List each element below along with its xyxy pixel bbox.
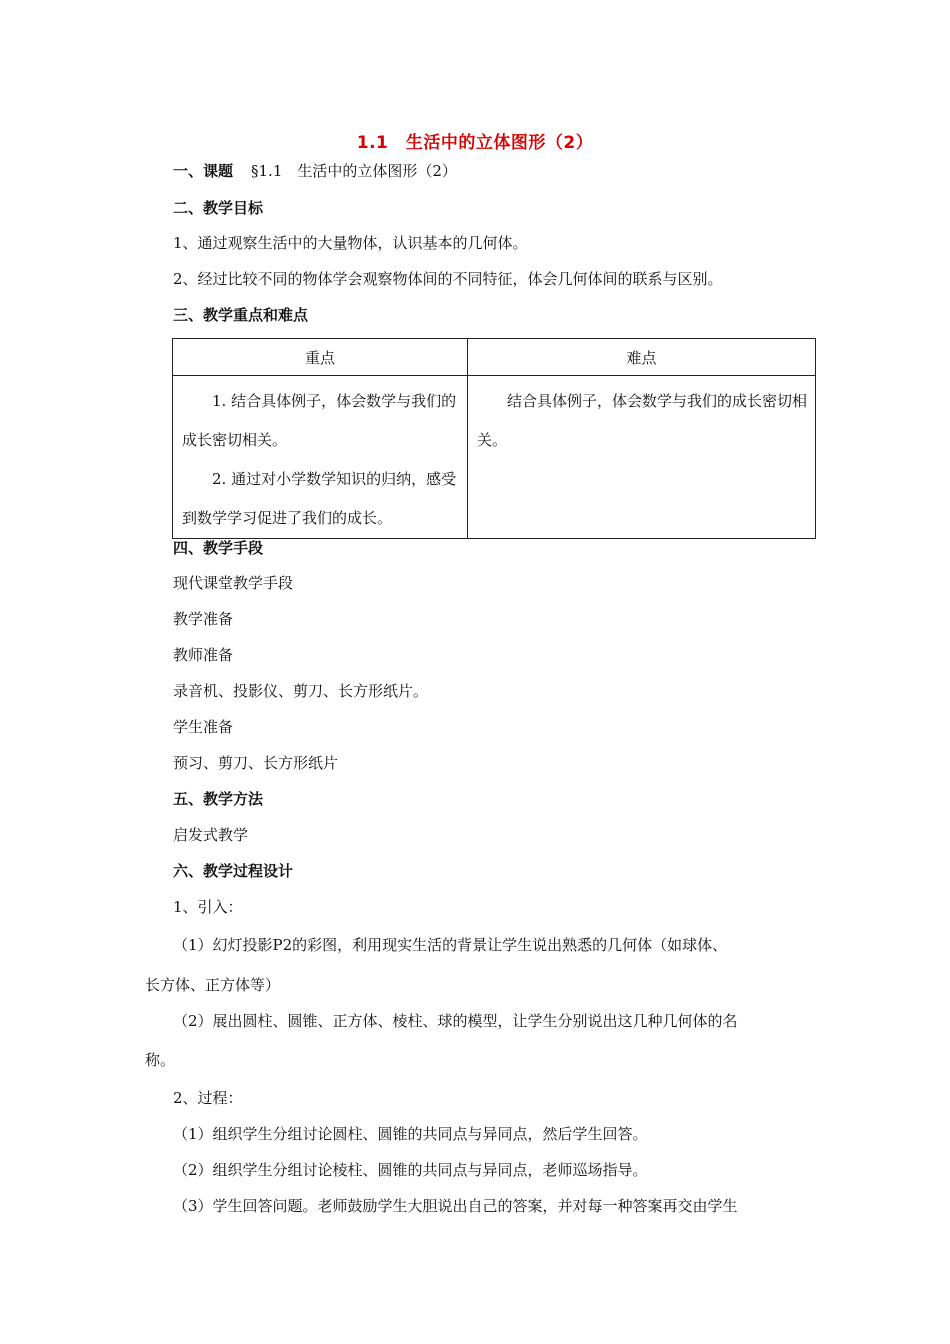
key-point-item: 1. 结合具体例子，体会数学与我们的成长密切相关。 (182, 392, 457, 449)
key-point-item: 2. 通过对小学数学知识的归纳，感受到数学学习促进了我们的成长。 (182, 470, 457, 527)
section-topic-text: §1.1 生活中的立体图形（2） (251, 162, 457, 180)
table-header-row (173, 339, 816, 376)
means-line: 教师准备 (173, 646, 234, 664)
process-item-3: （3）学生回答问题。老师鼓励学生大胆说出自己的答案，并对每一种答案再交由学生 (173, 1197, 738, 1215)
intro-item-2: （2）展出圆柱、圆锥、正方体、棱柱、球的模型，让学生分别说出这几种几何体的名 (173, 1012, 738, 1030)
means-line: 教学准备 (173, 610, 234, 628)
intro-item-1-cont: 长方体、正方体等） (145, 976, 281, 994)
means-line: 预习、剪刀、长方形纸片 (173, 754, 339, 772)
keypoints-table (172, 338, 816, 539)
section-topic (173, 161, 457, 181)
objective-item: 2、经过比较不同的物体学会观察物体间的不同特征，体会几何体间的联系与区别。 (173, 270, 723, 288)
document-title: 1.1 生活中的立体图形（2） (356, 133, 594, 153)
section-means-heading: 四、教学手段 (173, 539, 264, 557)
table-cell-key (173, 376, 468, 539)
section-keypoints-heading: 三、教学重点和难点 (173, 306, 309, 324)
intro-item-1: （1）幻灯投影P2的彩图，利用现实生活的背景让学生说出熟悉的几何体（如球体、 (173, 936, 728, 954)
section-method-heading: 五、教学方法 (173, 790, 264, 808)
section-objectives-heading: 二、教学目标 (173, 199, 264, 217)
means-line: 录音机、投影仪、剪刀、长方形纸片。 (173, 682, 429, 700)
table-header-key: 重点 (173, 339, 468, 376)
process-label: 2、过程： (173, 1089, 243, 1107)
section-process-heading: 六、教学过程设计 (173, 862, 294, 880)
table-cell-difficult (468, 376, 816, 539)
table-header-difficult: 难点 (468, 339, 816, 376)
method-text: 启发式教学 (173, 826, 249, 844)
means-line: 学生准备 (173, 718, 234, 736)
process-item-2: （2）组织学生分组讨论棱柱、圆锥的共同点与异同点，老师巡场指导。 (173, 1161, 648, 1179)
objective-item: 1、通过观察生活中的大量物体，认识基本的几何体。 (173, 234, 528, 252)
intro-item-2-cont: 称。 (145, 1051, 176, 1069)
process-item-1: （1）组织学生分组讨论圆柱、圆锥的共同点与异同点，然后学生回答。 (173, 1125, 648, 1143)
intro-label: 1、引入： (173, 898, 243, 916)
section-topic-heading: 一、课题 (173, 162, 234, 180)
difficult-point-item: 结合具体例子，体会数学与我们的成长密切相关。 (477, 392, 808, 449)
table-row (173, 376, 816, 539)
means-line: 现代课堂教学手段 (173, 574, 294, 592)
